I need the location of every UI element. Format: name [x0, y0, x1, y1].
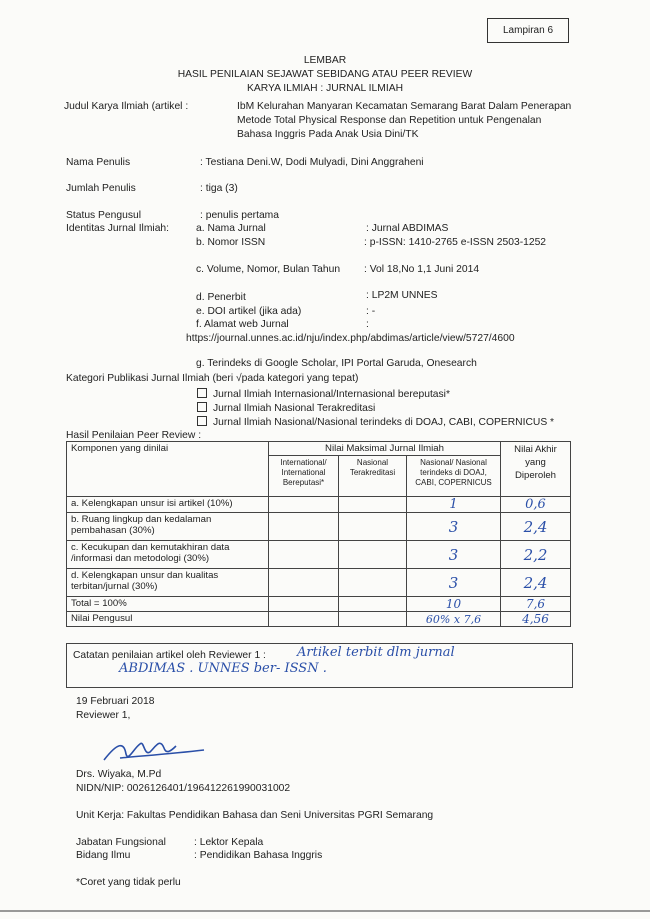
lampiran-box: Lampiran 6: [487, 18, 569, 43]
nama-jurnal-label: a. Nama Jurnal: [196, 223, 266, 234]
catatan-label: Catatan penilaian artikel oleh Reviewer 1 :: [73, 650, 266, 661]
jumlah-penulis-value: : tiga (3): [200, 183, 238, 194]
review-table: [66, 441, 571, 627]
max-value: 1: [407, 497, 501, 513]
table-row: [67, 513, 571, 541]
header-nilai-akhir: Nilai Akhir yang Diperoleh: [501, 442, 571, 497]
signature-icon: [100, 728, 210, 768]
row-label: Nilai Pengusul: [67, 612, 269, 627]
catatan-box: [66, 643, 573, 688]
kategori-option-2[interactable]: Jurnal Ilmiah Nasional Terakreditasi: [197, 402, 375, 414]
nama-penulis-value: : Testiana Deni.W, Dodi Mulyadi, Dini Anggraheni: [200, 157, 424, 168]
nama-jurnal-value: : Jurnal ABDIMAS: [366, 223, 449, 234]
status-pengusul-label: Status Pengusul: [66, 210, 141, 221]
bidang-label: Bidang Ilmu: [76, 850, 131, 861]
table-row: [67, 497, 571, 513]
journal-url: https://journal.unnes.ac.id/nju/index.php/abdimas/article/view/5727/4600: [186, 333, 515, 344]
row-label: b. Ruang lingkup dan kedalaman pembahasan (30%): [67, 513, 269, 541]
judul-line-3: Bahasa Inggris Pada Anak Usia Dini/TK: [237, 129, 419, 140]
nomor-issn-value: : p-ISSN: 1410-2765 e-ISSN 2503-1252: [364, 237, 547, 248]
jumlah-penulis-label: Jumlah Penulis: [66, 183, 136, 194]
max-value: 3: [407, 541, 501, 569]
row-label: d. Kelengkapan unsur dan kualitas terbitan/jurnal (30%): [67, 569, 269, 597]
kategori-option-1[interactable]: Jurnal Ilmiah Internasional/Internasional bereputasi*: [197, 388, 450, 400]
row-label: a. Kelengkapan unsur isi artikel (10%): [67, 497, 269, 513]
max-value: 10: [407, 597, 501, 612]
identitas-label: Identitas Jurnal Ilmiah:: [66, 223, 170, 234]
nilai-akhir-value: 2,4: [501, 569, 571, 597]
volume-label: c. Volume, Nomor, Bulan Tahun: [196, 264, 341, 275]
table-row: [67, 612, 571, 627]
hasil-label: Hasil Penilaian Peer Review :: [66, 430, 202, 441]
header-nasional: Nasional Terakreditasi: [339, 456, 407, 497]
terindeks-label: g. Terindeks di Google Scholar, IPI Portal Garuda, Onesearch: [196, 358, 477, 369]
checkbox[interactable]: [197, 388, 207, 398]
catatan-handwriting-1: Artikel terbit dlm jurnal: [297, 645, 455, 660]
kategori-option-3[interactable]: Jurnal Ilmiah Nasional/Nasional terindeks di DOAJ, CABI, COPERNICUS *: [197, 416, 554, 428]
penerbit-value: : LP2M UNNES: [366, 290, 438, 301]
judul-line-2: Metode Total Physical Response dan Repetition untuk Pengenalan: [237, 115, 542, 126]
header-title: HASIL PENILAIAN SEJAWAT SEBIDANG ATAU PEER REVIEW: [177, 69, 473, 80]
header-lembar: LEMBAR: [303, 55, 347, 66]
checkbox[interactable]: [197, 416, 207, 426]
review-date: 19 Februari 2018: [76, 696, 155, 707]
nilai-akhir-value: 0,6: [501, 497, 571, 513]
volume-value: : Vol 18,No 1,1 Juni 2014: [364, 264, 480, 275]
web-value: :: [366, 319, 369, 330]
footnote: *Coret yang tidak perlu: [76, 877, 181, 888]
jabatan-value: : Lektor Kepala: [194, 837, 264, 848]
kategori-label: Kategori Publikasi Jurnal Ilmiah (beri √pada kategori yang tepat): [66, 373, 359, 384]
reviewer-nidn: NIDN/NIP: 0026126401/196412261990031002: [76, 783, 291, 794]
header-international: International/ International Bereputasi*: [269, 456, 339, 497]
max-value: 3: [407, 513, 501, 541]
catatan-handwriting-2: ABDIMAS . UNNES ber- ISSN .: [119, 661, 327, 676]
reviewer-name: Drs. Wiyaka, M.Pd: [76, 769, 162, 780]
nilai-akhir-value: 2,4: [501, 513, 571, 541]
nilai-akhir-value: 7,6: [501, 597, 571, 612]
judul-line-1: IbM Kelurahan Manyaran Kecamatan Semarang Barat Dalam Penerapan: [237, 101, 572, 112]
max-value: 60% x 7,6: [407, 612, 501, 627]
header-subtitle: KARYA ILMIAH : JURNAL ILMIAH: [246, 83, 404, 94]
penerbit-label: d. Penerbit: [196, 292, 246, 303]
nama-penulis-label: Nama Penulis: [66, 157, 131, 168]
bidang-value: : Pendidikan Bahasa Inggris: [194, 850, 323, 861]
checkbox[interactable]: [197, 402, 207, 412]
doi-value: : -: [366, 306, 376, 317]
table-row: [67, 597, 571, 612]
status-pengusul-value: : penulis pertama: [200, 210, 279, 221]
header-komponen: Komponen yang dinilai: [67, 442, 269, 497]
header-nilai-maksimal: Nilai Maksimal Jurnal Ilmiah: [269, 442, 501, 456]
page-edge: [0, 910, 650, 912]
nomor-issn-label: b. Nomor ISSN: [196, 237, 266, 248]
row-label: c. Kecukupan dan kemutakhiran data /informasi dan metodologi (30%): [67, 541, 269, 569]
nilai-akhir-value: 4,56: [501, 612, 571, 627]
reviewer-label: Reviewer 1,: [76, 710, 131, 721]
web-label: f. Alamat web Jurnal: [196, 319, 289, 330]
judul-label: Judul Karya Ilmiah (artikel :: [64, 101, 189, 112]
unit-kerja: Unit Kerja: Fakultas Pendidikan Bahasa dan Seni Universitas PGRI Semarang: [76, 810, 434, 821]
table-row: [67, 569, 571, 597]
row-label: Total = 100%: [67, 597, 269, 612]
doi-label: e. DOI artikel (jika ada): [196, 306, 302, 317]
header-nasional-terindeks: Nasional/ Nasional terindeks di DOAJ, CABI, COPERNICUS: [407, 456, 501, 497]
table-row: [67, 541, 571, 569]
jabatan-label: Jabatan Fungsional: [76, 837, 166, 848]
nilai-akhir-value: 2,2: [501, 541, 571, 569]
max-value: 3: [407, 569, 501, 597]
